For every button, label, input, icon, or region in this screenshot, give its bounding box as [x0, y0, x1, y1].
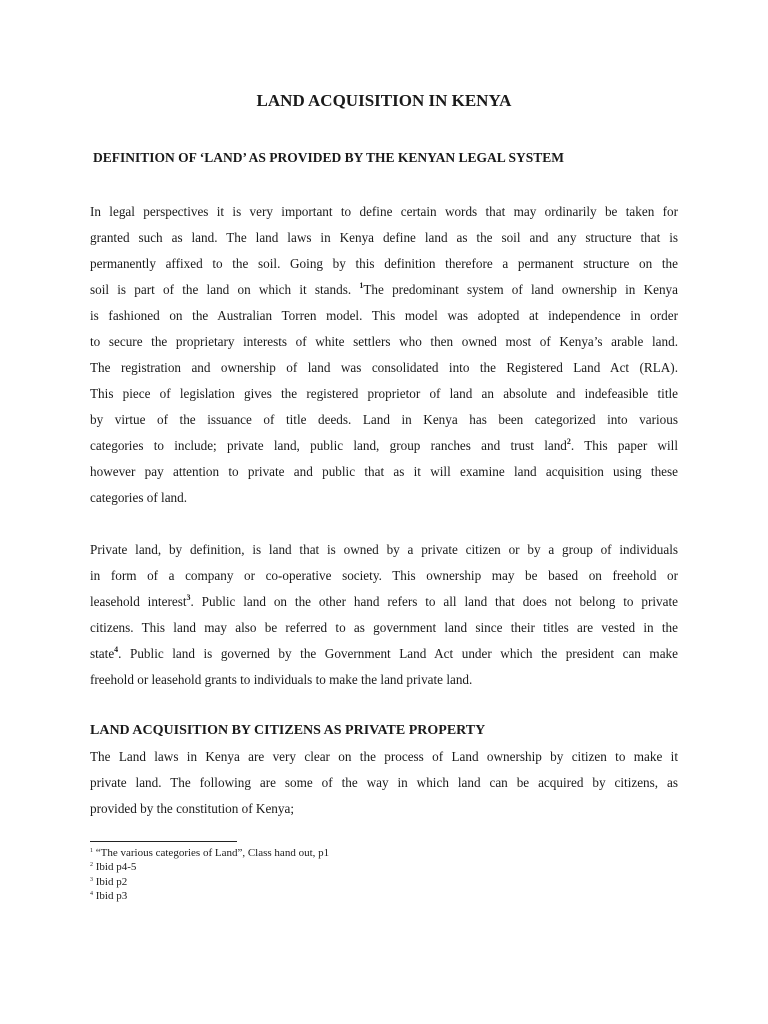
footnote-ref: 3 [186, 593, 191, 602]
text-line [90, 407, 678, 433]
footnote [90, 889, 329, 903]
footnotes [90, 846, 329, 903]
text-segment: in form of a company or co-operative society. This ownership may be based on freehold or [90, 568, 678, 583]
text-line [90, 615, 678, 641]
text-segment: . Public land is governed by the Government Land Act under which the president can make [118, 646, 678, 661]
paragraph-private-public-land [90, 537, 678, 693]
text-line [90, 381, 678, 407]
footnote [90, 860, 329, 874]
text-line [90, 485, 678, 511]
footnote-number: 3 [90, 876, 93, 883]
text-line [90, 667, 678, 693]
footnote [90, 875, 329, 889]
footnote-number: 4 [90, 890, 93, 897]
text-line [90, 433, 678, 459]
text-line [90, 770, 678, 796]
section-heading-definition: DEFINITION OF ‘LAND’ AS PROVIDED BY THE KENYAN LEGAL SYSTEM [93, 150, 564, 165]
text-segment: freehold or leasehold grants to individuals to make the land private land. [90, 672, 473, 687]
text-segment: Private land, by definition, is land that is owned by a private citizen or by a group of individuals [90, 542, 678, 557]
text-segment: by virtue of the issuance of title deeds. Land in Kenya has been categorized into various [90, 412, 678, 427]
paragraph-definition [90, 199, 678, 511]
text-segment: granted such as land. The land laws in Kenya define land as the soil and any structure that is [90, 230, 678, 245]
footnote-number: 2 [90, 862, 93, 869]
footnote-text: Ibid p2 [95, 875, 128, 888]
text-line [90, 537, 678, 563]
text-segment: In legal perspectives it is very important to define certain words that may ordinarily be taken for [90, 204, 678, 219]
footnote-divider [90, 841, 237, 842]
text-segment: citizens. This land may also be referred to as government land since their titles are vested in the [90, 620, 678, 635]
text-segment: soil is part of the land on which it stands. [90, 282, 360, 297]
text-segment: The registration and ownership of land was consolidated into the Registered Land Act (RLA). [90, 360, 678, 375]
text-segment: permanently affixed to the soil. Going by this definition therefore a permanent structure on the [90, 256, 678, 271]
text-line [90, 589, 678, 615]
text-line [90, 329, 678, 355]
section-heading-acquisition: LAND ACQUISITION BY CITIZENS AS PRIVATE PROPERTY [90, 723, 486, 738]
text-segment: is fashioned on the Australian Torren model. This model was adopted at independence in order [90, 308, 678, 323]
text-segment: . This paper will [570, 438, 679, 453]
text-segment: The Land laws in Kenya are very clear on the process of Land ownership by citizen to make it [90, 749, 678, 764]
text-line [90, 563, 678, 589]
footnote-ref: 4 [114, 645, 119, 654]
text-segment: categories of land. [90, 490, 188, 505]
paragraph-acquisition [90, 744, 678, 822]
text-segment: The predominant system of land ownership in Kenya [363, 282, 678, 297]
text-segment: however pay attention to private and public that as it will examine land acquisition using these [90, 464, 678, 479]
text-segment: . Public land on the other hand refers to all land that does not belong to private [190, 594, 678, 609]
text-segment: state [90, 646, 115, 661]
text-line [90, 199, 678, 225]
text-segment: leasehold interest [90, 594, 187, 609]
footnote-number: 1 [90, 848, 93, 854]
text-line [90, 277, 678, 303]
text-line [90, 796, 678, 822]
text-segment: This piece of legislation gives the registered proprietor of land an absolute and indefeasible title [90, 386, 678, 401]
footnote-ref: 1 [359, 281, 364, 290]
text-line [90, 641, 678, 667]
text-line [90, 303, 678, 329]
text-segment: private land. The following are some of the way in which land can be acquired by citizens, as [90, 775, 678, 790]
text-segment: to secure the proprietary interests of white settlers who then owned most of Kenya’s arable land. [90, 334, 678, 349]
text-line [90, 744, 678, 770]
text-line [90, 251, 678, 277]
text-line [90, 459, 678, 485]
footnote-text: Ibid p3 [95, 889, 128, 902]
footnote-text: “The various categories of Land”, Class hand out, p1 [95, 847, 330, 859]
text-segment: categories to include; private land, public land, group ranches and trust land [90, 438, 567, 453]
text-segment: provided by the constitution of Kenya; [90, 801, 295, 816]
text-line [90, 355, 678, 381]
footnote-text: Ibid p4-5 [95, 861, 137, 874]
document-title: LAND ACQUISITION IN KENYA [256, 91, 512, 110]
text-line [90, 225, 678, 251]
footnote [90, 846, 329, 860]
footnote-ref: 2 [566, 437, 571, 446]
